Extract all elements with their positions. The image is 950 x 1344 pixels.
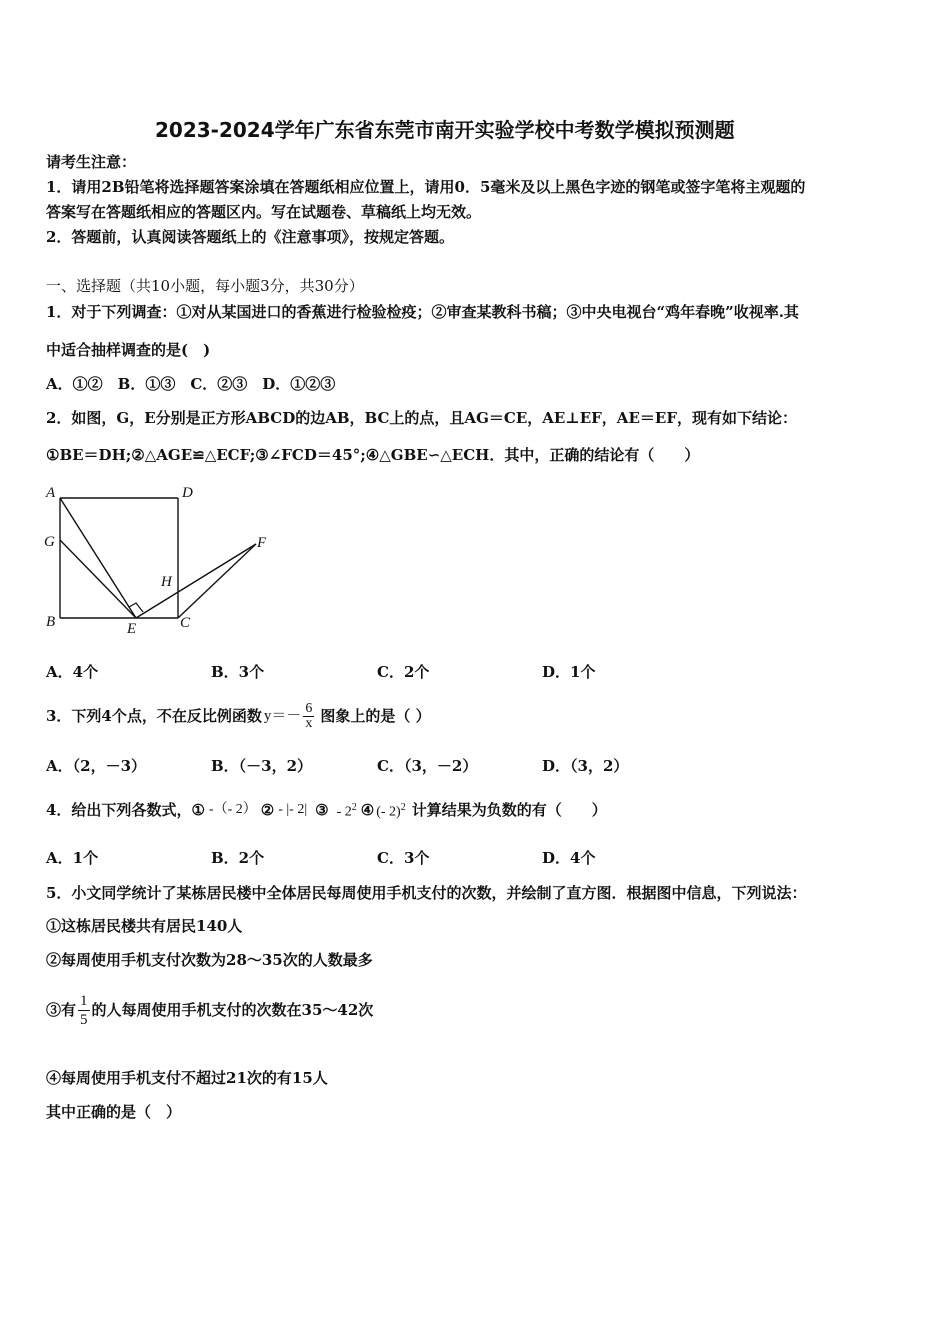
q2-option-b: B．3个 <box>211 663 265 681</box>
label-a: A <box>46 485 56 501</box>
q4-expr4-mark: ④ <box>360 801 375 819</box>
label-g: G <box>44 534 55 550</box>
q5-fraction <box>78 992 90 1029</box>
q3-prefix: 3．下列4个点，不在反比例函数 <box>46 707 262 725</box>
q4-suffix: 计算结果为负数的有（ ） <box>411 801 607 819</box>
section-heading: 一、选择题（共10小题，每小题3分，共30分） <box>46 277 364 295</box>
label-e: E <box>127 621 137 637</box>
q5-statement-4: ④每周使用手机支付不超过21次的有15人 <box>46 1069 328 1087</box>
q4-expr1: -（- 2） <box>208 802 257 817</box>
q4-option-a: A．1个 <box>46 849 99 867</box>
q4-expr3-exponent: 2 <box>351 801 357 813</box>
q2-option-d: D．1个 <box>542 663 596 681</box>
q4-expr2: - |- 2| <box>278 802 308 817</box>
q2-line-1: 2．如图，G，E分别是正方形ABCD的边AB，BC上的点，且AG＝CE，AE⊥EF，AE＝EF，现有如下结论： <box>46 409 797 427</box>
q4-expr3-mark: ③ <box>315 801 329 819</box>
q5-fraction-numerator: 1 <box>80 992 88 1009</box>
q4-expr4-exponent: 2 <box>400 801 406 813</box>
q4-expr1-mark: ① <box>191 801 205 819</box>
label-f: F <box>257 535 267 551</box>
label-c: C <box>180 615 191 631</box>
notice-heading: 请考生注意： <box>46 153 137 171</box>
q4-expr2-mark: ② <box>260 801 275 819</box>
label-b: B <box>46 614 56 630</box>
notice-item-1-line-1: 1．请用2B铅笔将选择题答案涂填在答题纸相应位置上，请用0．5毫米及以上黑色字迹的钢笔或签字笔将主观题的 <box>46 178 806 196</box>
q1-options: A．①② B．①③ C．②③ D．①②③ <box>46 375 336 393</box>
q5-statement-3-suffix: 的人每周使用手机支付的次数在35～42次 <box>91 1001 374 1019</box>
q1-line-2: 中适合抽样调查的是( ) <box>46 341 211 359</box>
segment-ef <box>136 544 256 618</box>
q3-stem <box>46 696 431 736</box>
q3-suffix: 图象上的是（ ） <box>320 707 431 725</box>
q3-option-a: A．（2，－3） <box>46 757 147 775</box>
q3-function-lhs: y＝－ <box>263 708 302 724</box>
label-h: H <box>161 574 172 590</box>
q2-line-2: ①BE＝DH;②△AGE≌△ECF;③∠FCD＝45°;④△GBE∽△ECH．其中，正确的结论有（ ） <box>46 446 700 464</box>
q4-expr4 <box>376 798 406 823</box>
q5-statement-3 <box>46 985 373 1035</box>
q3-fraction-numerator: 6 <box>305 700 313 716</box>
q4-expr3-base: - 2 <box>336 804 352 820</box>
segment-ge <box>60 540 136 618</box>
label-d: D <box>182 485 193 501</box>
q4-option-d: D．4个 <box>542 849 596 867</box>
q4-prefix: 4．给出下列各数式， <box>46 801 192 819</box>
q5-line-1: 5．小文同学统计了某栋居民楼中全体居民每周使用手机支付的次数，并绘制了直方图．根据图中信息，下列说法： <box>46 884 807 902</box>
q5-question: 其中正确的是（ ） <box>46 1103 182 1121</box>
q3-option-b: B．（－3，2） <box>211 757 313 775</box>
q4-expr3 <box>337 798 357 823</box>
page-title: 2023-2024学年广东省东莞市南开实验学校中考数学模拟预测题 <box>155 118 735 142</box>
q1-line-1: 1．对于下列调查：①对从某国进口的香蕉进行检验检疫；②审查某教科书稿；③中央电视台“鸡年春晚”收视率.其 <box>46 303 799 321</box>
q3-fraction <box>303 702 314 731</box>
q4-option-b: B．2个 <box>211 849 265 867</box>
notice-item-1-line-2: 答案写在答题纸相应的答题区内。写在试题卷、草稿纸上均无效。 <box>46 203 482 221</box>
q4-option-c: C．3个 <box>377 849 430 867</box>
q5-statement-2: ②每周使用手机支付次数为28～35次的人数最多 <box>46 951 373 969</box>
geometry-figure <box>38 482 278 637</box>
q3-option-d: D．（3，2） <box>542 757 629 775</box>
q3-option-c: C．（3，－2） <box>377 757 478 775</box>
q5-statement-1: ①这栋居民楼共有居民140人 <box>46 917 243 935</box>
q3-fraction-denominator: x <box>305 715 313 731</box>
q2-option-a: A．4个 <box>46 663 99 681</box>
q2-option-c: C．2个 <box>377 663 430 681</box>
segment-ae <box>60 498 136 618</box>
q4-stem <box>46 790 607 830</box>
notice-item-2: 2．答题前，认真阅读答题纸上的《注意事项》，按规定答题。 <box>46 228 454 246</box>
q5-statement-3-prefix: ③有 <box>46 1001 77 1019</box>
segment-cf <box>178 544 256 618</box>
q5-fraction-denominator: 5 <box>80 1011 88 1028</box>
q4-expr4-base: (- 2) <box>376 804 401 820</box>
